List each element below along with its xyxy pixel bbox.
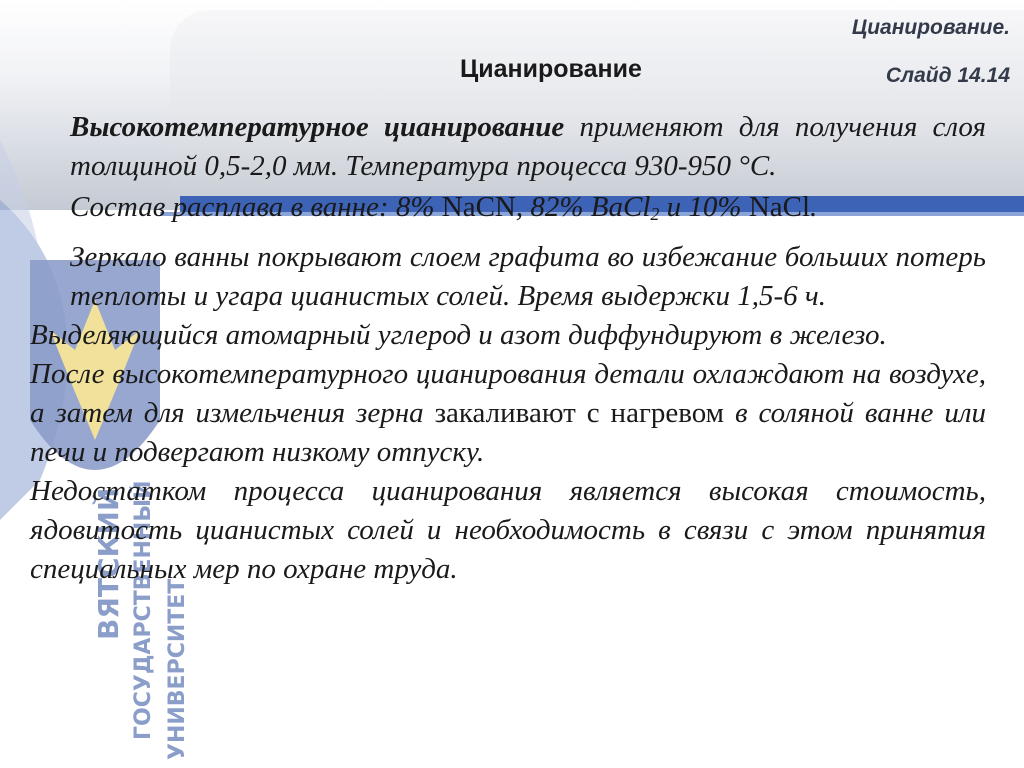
text-run: и 10% [659,191,749,223]
slide-body [30,108,987,589]
paragraph-graphite: Зеркало ванны покрывают слоем графита во избежание больших потерь теплоты и угара цианистых солей. Время выдержки 1,5-6 ч. [70,241,986,312]
paragraph-diffusion: Выделяющийся атомарный углерод и азот диффундируют в железо. [30,319,887,351]
text-run: . [810,191,818,223]
slide-label-line1: Цианирование. [851,16,1010,39]
text-run: в соляной ванне или печи и подвергают низкому отпуску. [30,397,986,468]
text-run-upright: закаливают с нагревом [434,397,725,429]
formula-nacl: NaCl [748,191,811,223]
slide-label-line2: Слайд 14.14 [885,64,1010,87]
paragraph-melt-composition [70,188,986,234]
paragraph-lead-term: Высокотемпературное цианирование [70,111,565,143]
text-run: , 82% [515,191,591,223]
paragraph-drawbacks: Недостатком процесса цианирования является высокая стоимость, ядовитость цианистых солей и необходимость в связи с этом принятия специальных мер по охране труда. [30,475,986,585]
logo-text-2: ГОСУДАРСТВЕННЫЙ [131,480,156,740]
paragraph-cooling [30,355,986,472]
formula-nacn: NaCN [441,191,516,223]
formula-subscript: 2 [650,204,660,224]
paragraph-text: применяют для получения слоя толщиной 0,5-2,0 мм. Температура процесса 930-950 °С. [70,111,987,182]
logo-text-3: УНИВЕРСИТЕТ [165,578,190,760]
formula-bacl2 [591,191,660,223]
paragraph-high-temp [70,108,986,186]
logo-text-1: ВЯТСКИЙ [92,487,125,640]
text-run: После высокотемпературного цианирования детали охлаждают на воздухе, а затем для измельчения зерна [30,358,986,429]
page-title: Цианирование [460,55,642,83]
formula-base: BaCl [590,191,651,223]
slide-label [852,4,1010,100]
text-run: Состав расплава в ванне: 8% [70,191,442,223]
